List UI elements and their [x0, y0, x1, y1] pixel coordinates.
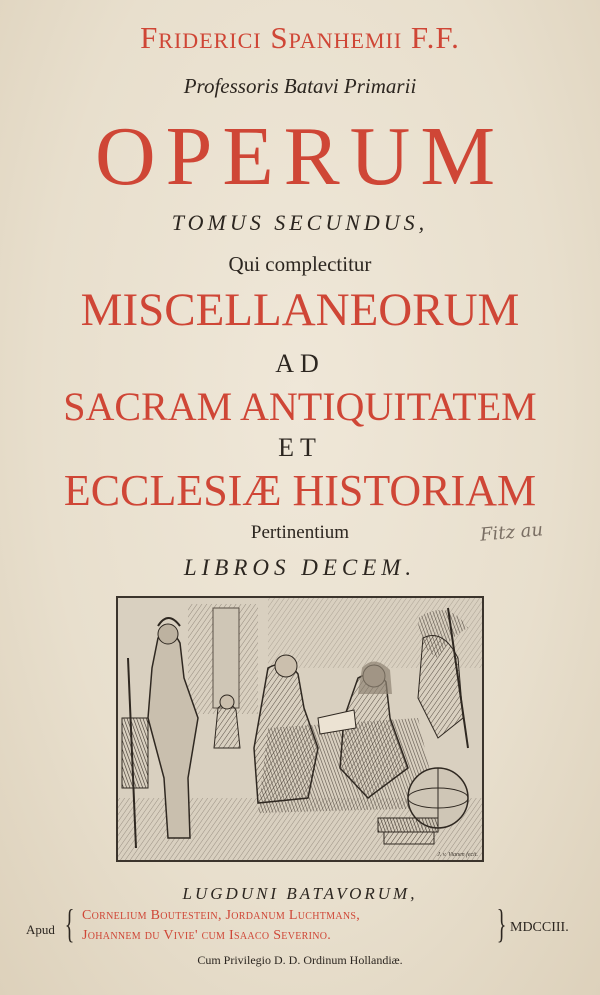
ad-line: AD [275, 349, 325, 378]
pertinentium-line: Pertinentium [250, 522, 350, 543]
imprint-block [0, 901, 600, 954]
et-line: ET [278, 433, 322, 462]
apud-label: Apud [26, 922, 55, 937]
year: MDCCIII. [510, 920, 569, 935]
engraving-illustration [118, 598, 482, 860]
volume-line: TOMUS SECUNDUS, [171, 210, 429, 235]
subject-line-3: ECCLESIÆ HISTORIAM [63, 466, 537, 515]
right-brace-icon: } [496, 901, 507, 946]
publishers-line-1: Cornelium Boutestein, Jordanum Luchtmans, [82, 908, 361, 923]
subject-line-1: MISCELLANEORUM [80, 284, 520, 336]
frontispiece-engraving [116, 596, 484, 862]
libros-line: LIBROS DECEM. [183, 555, 417, 580]
privilege-line: Cum Privilegio D. D. Ordinum Hollandiæ. [197, 953, 403, 967]
engraver-signature: J. v. Vianen fecit. [437, 852, 478, 858]
main-title: OPERUM [94, 110, 506, 203]
place-line: LUGDUNI BATAVORUM, [182, 884, 418, 903]
left-brace-icon: { [64, 901, 75, 946]
publishers-line-2: Johannem du Vivie' cum Isaaco Severino. [82, 928, 332, 943]
professor-line: Professoris Batavi Primarii [183, 74, 417, 98]
handwritten-note: Fitz au [479, 519, 544, 546]
qui-line: Qui complectitur [228, 252, 372, 276]
author-line: Friderici Spanhemii F.F. [140, 20, 460, 55]
subject-line-2: SACRAM ANTIQUITATEM [63, 384, 537, 429]
